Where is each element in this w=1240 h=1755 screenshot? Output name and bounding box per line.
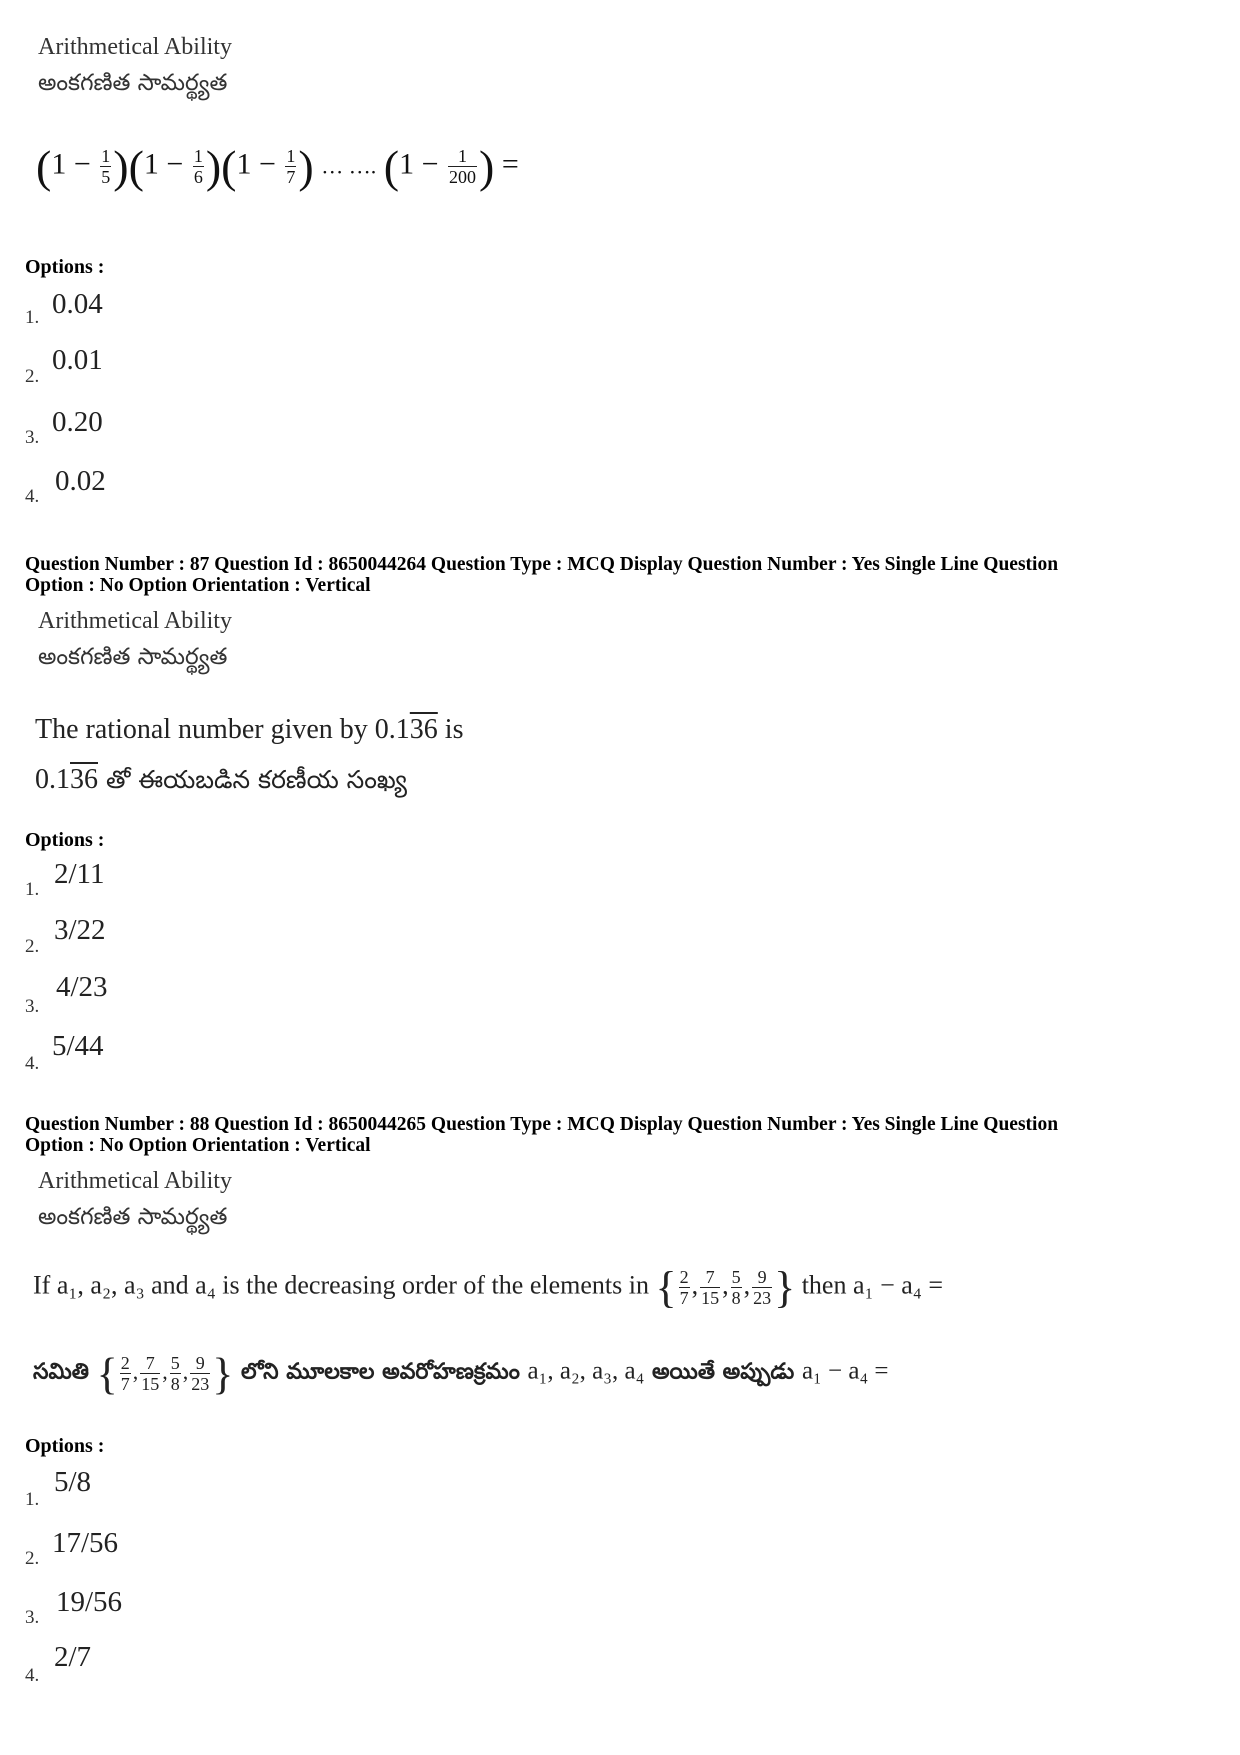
subject-english: Arithmetical Ability [38, 1168, 232, 1194]
brace-open: { [96, 1349, 118, 1398]
denominator: 15 [141, 1374, 160, 1394]
brace-open: { [655, 1263, 677, 1312]
option-number: 2. [25, 1548, 40, 1569]
option-number: 4. [25, 1053, 40, 1074]
option-4[interactable]: 0.02 [55, 465, 106, 497]
numerator: 9 [190, 1353, 210, 1374]
numerator: 7 [700, 1267, 720, 1288]
question-prefix: సమితి [33, 1359, 89, 1385]
option-4[interactable]: 5/44 [52, 1030, 104, 1062]
fraction [190, 1353, 210, 1394]
numerator: 1 [448, 146, 477, 167]
option-1[interactable]: 2/11 [54, 858, 105, 890]
fraction [700, 1267, 720, 1308]
option-3[interactable]: 0.20 [52, 406, 103, 438]
question-middle: లోని మూలకాల అవరోహణక్రమం [241, 1359, 520, 1385]
fraction [731, 1267, 742, 1308]
fraction [752, 1267, 772, 1308]
question-suffix: then a₁ − a₄ = [801, 1270, 944, 1300]
fraction [170, 1353, 181, 1394]
fraction [193, 146, 204, 187]
option-1[interactable]: 0.04 [52, 288, 103, 320]
question-text-telugu [33, 1348, 889, 1399]
one: 1 [399, 147, 415, 181]
numerator: 5 [170, 1353, 180, 1373]
numerator: 7 [140, 1353, 160, 1374]
denominator: 8 [731, 1288, 741, 1308]
option-2[interactable]: 17/56 [52, 1527, 119, 1559]
options-label: Options : [25, 1435, 105, 1457]
question-meta-line2: Option : No Option Orientation : Vertical [25, 575, 371, 596]
fraction [448, 146, 477, 187]
options-label: Options : [25, 829, 105, 851]
fraction [120, 1353, 131, 1394]
question-meta-line2: Option : No Option Orientation : Vertical [25, 1135, 371, 1156]
subject-telugu: అంకగణిత సామర్థ్యత [38, 1204, 228, 1230]
subject-english: Arithmetical Ability [38, 608, 232, 634]
option-number: 1. [25, 1489, 40, 1510]
question-text-telugu [35, 764, 407, 801]
paren-open: ( [221, 141, 237, 192]
denominator: 23 [191, 1374, 210, 1394]
fraction [140, 1353, 160, 1394]
option-1[interactable]: 5/8 [54, 1466, 92, 1498]
paren-open: ( [36, 141, 52, 192]
option-number: 1. [25, 879, 40, 900]
question-prefix: If a₁, a₂, a₃ and a₄ is the decreasing order of the elements in [33, 1270, 649, 1300]
fraction [100, 146, 111, 187]
option-number: 2. [25, 366, 40, 387]
minus: − [421, 147, 439, 181]
numerator: 2 [120, 1353, 130, 1373]
denominator: 200 [448, 167, 476, 187]
denominator: 7 [286, 167, 296, 187]
denominator: 8 [170, 1374, 180, 1394]
equals-sign: = [501, 147, 519, 181]
fraction [679, 1267, 690, 1308]
denominator: 7 [679, 1288, 689, 1308]
minus: − [258, 147, 276, 181]
option-number: 1. [25, 307, 40, 328]
question-suffix: తో ఈయబడిన కరణీయ సంఖ్య [98, 765, 407, 794]
option-number: 3. [25, 1607, 40, 1628]
numerator: 5 [731, 1267, 741, 1287]
option-number: 3. [25, 427, 40, 448]
numerator: 1 [101, 146, 111, 166]
minus: − [73, 147, 91, 181]
question-meta-line1: Question Number : 88 Question Id : 8650044265 Question Type : MCQ Display Question Number : Yes Single Line Question [25, 1114, 1059, 1135]
options-label: Options : [25, 256, 105, 278]
paren-close: ) [478, 141, 495, 192]
numerator: 1 [193, 146, 203, 166]
paren-close: ) [298, 141, 314, 192]
denominator: 23 [753, 1288, 772, 1308]
option-2[interactable]: 0.01 [52, 344, 103, 376]
numerator: 2 [679, 1267, 689, 1287]
subject-english: Arithmetical Ability [38, 34, 232, 60]
question-meta [25, 1114, 1058, 1156]
subject-telugu: అంకగణిత సామర్థ్యత [38, 70, 228, 96]
ellipsis: … …. [321, 153, 377, 179]
minus: − [166, 147, 184, 181]
fraction [285, 146, 296, 187]
numerator: 9 [752, 1267, 772, 1288]
question-text-english: If a₁, a₂, a₃ and a₄ is the decreasing order of the elements in { $\frac{2}{7}$ , $\frac{7}{15}$ , $\frac{5}{8}$ , $\frac{9}{23}$ } then a₁ − a₄ = [33, 1263, 944, 1312]
set-expression: { $\frac{2}{7}$ , $\frac{7}{15}$ , $\frac{5}{8}$ , $\frac{9}{23}$ } [96, 1349, 234, 1398]
variables: a₁, a₂, a₃, a₄ [527, 1357, 645, 1385]
option-number: 4. [25, 1665, 40, 1686]
denominator: 6 [193, 167, 203, 187]
repeating-digits: 36 [70, 764, 98, 795]
brace-close: } [212, 1349, 234, 1398]
denominator: 5 [101, 167, 111, 187]
question-meta-line1: Question Number : 87 Question Id : 8650044264 Question Type : MCQ Display Question Number : Yes Single Line Question [25, 554, 1059, 575]
question-meta [25, 554, 1058, 596]
question-prefix: 0.1 [35, 764, 70, 795]
one: 1 [236, 147, 252, 181]
question-end: a₁ − a₄ = [801, 1357, 889, 1385]
paren-open: ( [128, 141, 144, 192]
paren-close: ) [113, 141, 129, 192]
question-expression [36, 140, 519, 193]
one: 1 [51, 147, 67, 181]
option-3[interactable]: 19/56 [56, 1586, 123, 1618]
denominator: 7 [120, 1374, 130, 1394]
one: 1 [143, 147, 159, 181]
repeating-digits: 36 [409, 714, 438, 745]
brace-close: } [774, 1263, 796, 1312]
option-number: 2. [25, 936, 40, 957]
question-suffix: is [437, 714, 464, 745]
subject-telugu: అంకగణిత సామర్థ్యత [38, 644, 228, 670]
question-text-english [35, 714, 463, 746]
option-number: 4. [25, 486, 40, 507]
option-number: 3. [25, 996, 40, 1017]
option-3[interactable]: 4/23 [56, 971, 108, 1003]
question-prefix: The rational number given by 0.1 [35, 714, 410, 745]
option-2[interactable]: 3/22 [54, 914, 106, 946]
option-4[interactable]: 2/7 [54, 1641, 92, 1673]
numerator: 1 [286, 146, 296, 166]
paren-open: ( [383, 141, 400, 192]
denominator: 15 [701, 1288, 720, 1308]
question-then: అయితే అప్పుడు [651, 1359, 795, 1385]
paren-close: ) [205, 141, 222, 192]
